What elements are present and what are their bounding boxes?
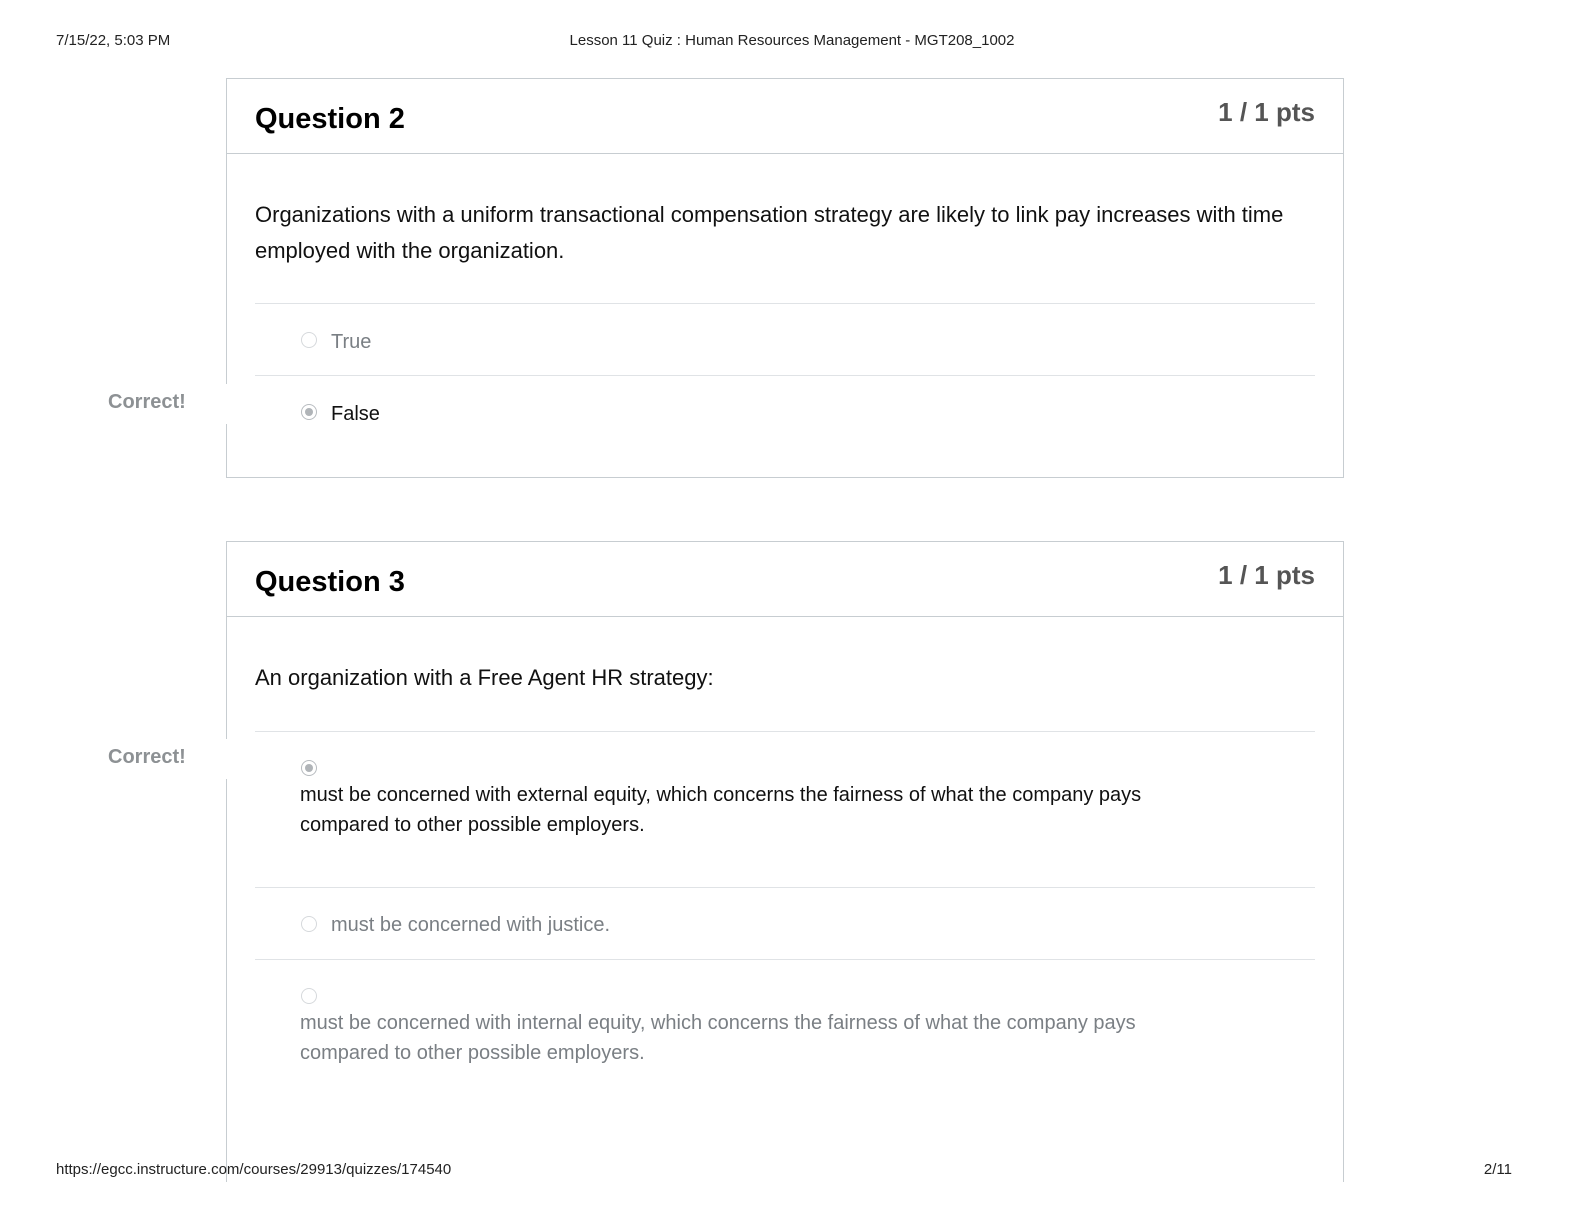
print-footer: [0, 1161, 1584, 1181]
radio-unselected-icon[interactable]: [301, 916, 317, 932]
question-title: Question 2: [255, 103, 405, 135]
flag-divider: [222, 384, 230, 424]
answer-label: False: [331, 403, 380, 425]
correct-flag: Correct!: [108, 391, 186, 413]
question-card-2: [226, 78, 1344, 478]
print-header: [0, 32, 1584, 52]
radio-selected-icon[interactable]: [301, 760, 317, 776]
answer-option-selected[interactable]: [255, 731, 1315, 888]
answer-label: must be concerned with internal equity, which concerns the fairness of what the company pays compared to other possible employers.: [300, 1012, 1136, 1064]
question-header: [227, 79, 1343, 154]
print-url[interactable]: https://egcc.instructure.com/courses/29913/quizzes/174540: [56, 1161, 452, 1178]
answer-option-selected[interactable]: [255, 375, 1315, 448]
answer-option[interactable]: [255, 959, 1315, 1140]
question-points: 1 / 1 pts: [1218, 97, 1315, 127]
print-timestamp: 7/15/22, 5:03 PM: [56, 32, 171, 49]
answer-option[interactable]: [255, 303, 1315, 376]
answer-option[interactable]: [255, 887, 1315, 960]
answer-label: True: [331, 331, 372, 353]
flag-divider: [222, 739, 230, 779]
answer-label: must be concerned with external equity, which concerns the fairness of what the company pays compared to other possible employers.: [300, 784, 1142, 836]
answer-label: must be concerned with justice.: [331, 914, 611, 936]
radio-unselected-icon[interactable]: [301, 988, 317, 1004]
question-header: [227, 542, 1343, 617]
question-title: Question 3: [255, 566, 405, 598]
radio-unselected-icon[interactable]: [301, 332, 317, 348]
question-points: 1 / 1 pts: [1218, 560, 1315, 590]
question-text: An organization with a Free Agent HR strategy:: [255, 665, 714, 690]
radio-selected-icon[interactable]: [301, 404, 317, 420]
print-page-number: 2/11: [1483, 1161, 1512, 1178]
question-text: Organizations with a uniform transactional compensation strategy are likely to link pay increases with time employed with the organization.: [255, 202, 1284, 263]
correct-flag: Correct!: [108, 746, 186, 768]
question-card-3: [226, 541, 1344, 1182]
print-page-title: Lesson 11 Quiz : Human Resources Management - MGT208_1002: [569, 32, 1015, 49]
